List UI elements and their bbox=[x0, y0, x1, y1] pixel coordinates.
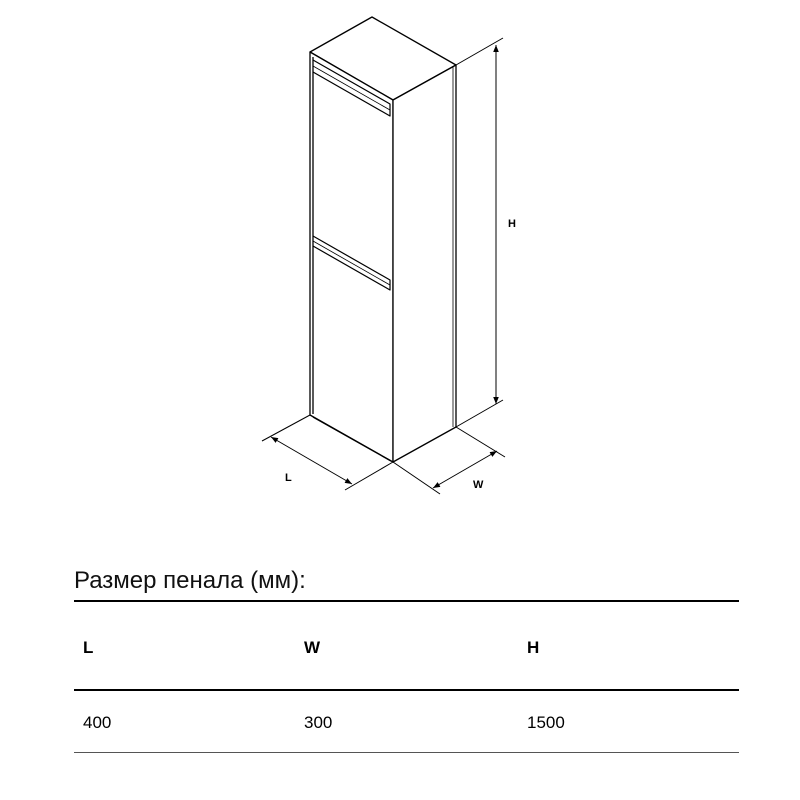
width-label: W bbox=[473, 479, 484, 491]
cabinet-body bbox=[310, 17, 456, 462]
length-label: L bbox=[285, 472, 292, 484]
table-top-rule bbox=[74, 600, 739, 602]
table-bottom-rule bbox=[74, 752, 739, 753]
value-length: 400 bbox=[83, 713, 112, 732]
table-header-rule bbox=[74, 689, 739, 691]
value-height: 1500 bbox=[527, 713, 565, 732]
height-dimension bbox=[456, 38, 503, 427]
cabinet-front-face bbox=[310, 52, 393, 462]
size-table-title: Размер пенала (мм): bbox=[74, 567, 306, 594]
value-width: 300 bbox=[304, 713, 333, 732]
cabinet-side-face bbox=[393, 65, 456, 462]
header-width: W bbox=[304, 638, 321, 657]
height-label: H bbox=[508, 218, 516, 230]
header-length: L bbox=[83, 638, 94, 657]
header-height: H bbox=[527, 638, 540, 657]
